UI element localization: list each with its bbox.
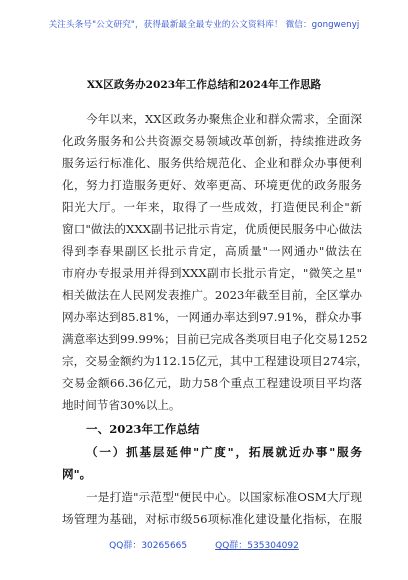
- subsection-heading: （一）抓基层延伸"广度"，拓展就近办事"服务: [86, 445, 362, 459]
- body-line: 网办率达到85.81%，一网通办率达到97.91%，群众办事: [62, 310, 362, 324]
- body-line: 宗，交易金额约为112.15亿元，其中工程建设项目274宗，: [62, 354, 369, 368]
- body-line: 今年以来，XX区政务办聚焦企业和群众需求，全面深: [86, 112, 362, 126]
- body-line: 场管理为基础，对标市级56项标准化建设量化指标，在服: [62, 512, 362, 526]
- qq-group-2: QQ群：535304092: [215, 541, 299, 551]
- subsection-heading-continued: 网"。: [62, 467, 92, 481]
- body-line: 交易金额66.36亿元，助力58个重点工程建设项目平均落: [62, 376, 362, 390]
- page-footer: [0, 538, 408, 551]
- body-line: 阳光大厅。一年来，取得了一些成效，打造便民利企"新: [62, 200, 362, 214]
- page-header-banner: 关注头条号"公文研究"，获得最新最全最专业的公文资料库！ 微信：gongwenyj: [48, 20, 360, 30]
- body-line: 得到李春果副区长批示肯定，高质量"一网通办"做法在: [62, 244, 362, 258]
- body-line: 相关做法在人民网发表推广。2023年截至目前，全区掌办: [62, 288, 362, 302]
- body-line: 服务运行标准化、服务供给规范化、企业和群众办事便利: [62, 156, 362, 170]
- body-line: 市府办专报录用并得到XXX副市长批示肯定，"微笑之星": [62, 266, 362, 280]
- qq-group-1: QQ群：30265665: [109, 541, 188, 551]
- body-line: 满意率达到99.99%；目前已完成各类项目电子化交易1252: [62, 332, 368, 346]
- body-line: 化政务服务和公共资源交易领域改革创新，持续推进政务: [62, 134, 362, 148]
- body-line: 化，努力打造服务更好、效率更高、环境更优的政务服务: [62, 178, 362, 192]
- document-title: XX区政务办2023年工作总结和2024年工作思路: [86, 79, 322, 91]
- body-line: 一是打造"示范型"便民中心。以国家标准OSM大厅现: [86, 490, 362, 504]
- section-heading: 一、2023年工作总结: [86, 422, 200, 436]
- body-line: 窗口"做法的XXX副书记批示肯定，优质便民服务中心做法: [62, 222, 362, 236]
- body-line: 地时间节省30%以上。: [62, 398, 181, 412]
